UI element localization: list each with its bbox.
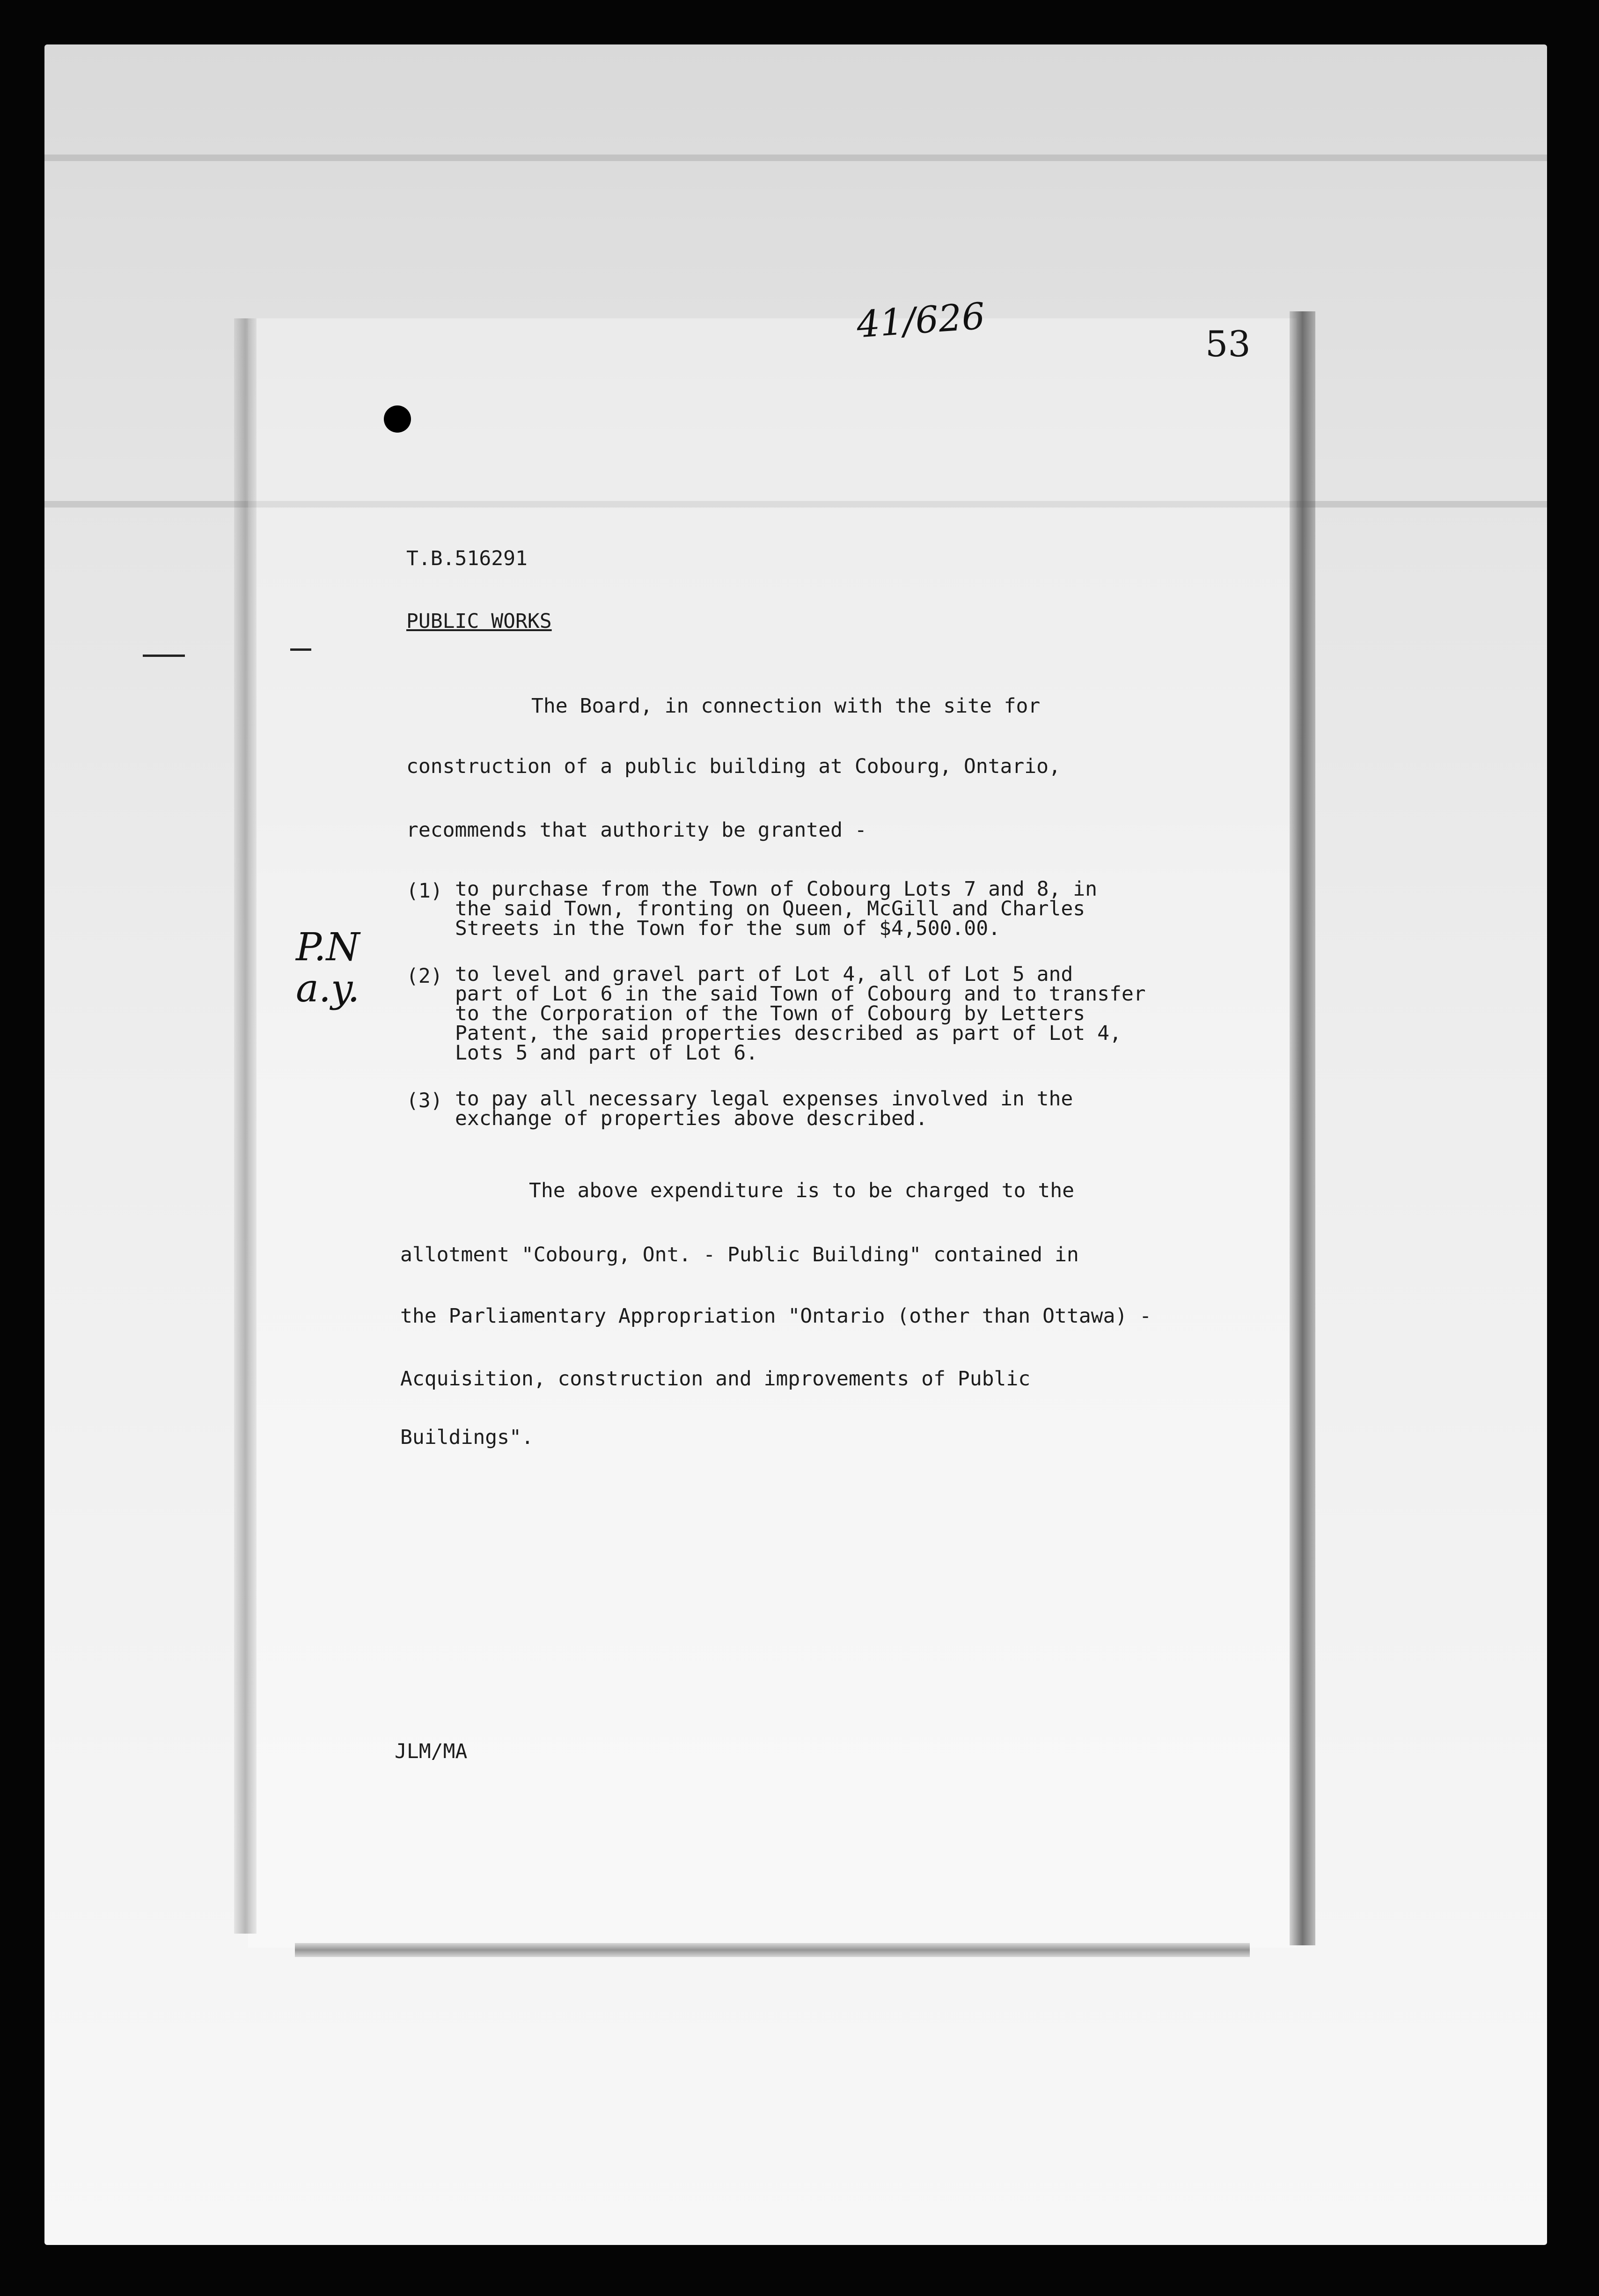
margin-mark [290,648,311,651]
page-number: 53 [1205,323,1251,365]
intro-line: construction of a public building at Cobourg, Ontario, [406,755,1061,778]
item-line: part of Lot 6 in the said Town of Cobourg and to transfer [455,982,1146,1006]
item-line: exchange of properties above described. [455,1107,928,1130]
item-number: (3) [406,1089,443,1112]
item-line: to the Corporation of the Town of Cobourg by Letters [455,1002,1086,1025]
closing-line: Buildings". [400,1426,534,1449]
list-item [406,1089,1202,1136]
page-edge-shadow-left [234,318,257,1934]
initials-line: P.N [296,925,360,970]
scan-band [44,155,1547,161]
section-heading: PUBLIC WORKS [406,610,552,633]
page-edge-shadow-right [1290,311,1315,1945]
handwritten-initials [296,925,360,1011]
item-number: (1) [406,879,443,903]
initials-line: a.y. [296,966,360,1011]
list-item [406,879,1202,945]
closing-line: allotment "Cobourg, Ont. - Public Building" contained in [400,1243,1079,1266]
handwritten-document-number: 41/626 [855,295,987,346]
typist-initials: JLM/MA [395,1740,468,1763]
punch-hole-mark [384,405,411,433]
intro-line: The Board, in connection with the site for [531,694,1041,718]
item-line: the said Town, fronting on Queen, McGill and Charles [455,897,1086,920]
page-edge-shadow-bottom [295,1943,1250,1957]
treasury-board-reference: T.B.516291 [406,547,528,570]
item-line: to level and gravel part of Lot 4, all of Lot 5 and [455,963,1073,986]
closing-line: Acquisition, construction and improvements of Public [400,1367,1031,1391]
list-item [406,964,1230,1067]
intro-line: recommends that authority be granted - [406,818,867,842]
item-line: to pay all necessary legal expenses involved in the [455,1087,1073,1111]
item-number: (2) [406,964,443,988]
closing-line: the Parliamentary Appropriation "Ontario (other than Ottawa) - [400,1304,1152,1328]
closing-line: The above expenditure is to be charged to the [529,1179,1074,1202]
item-line: Lots 5 and part of Lot 6. [455,1041,758,1065]
item-line: Streets in the Town for the sum of $4,500.00. [455,917,1000,940]
item-line: to purchase from the Town of Cobourg Lots 7 and 8, in [455,877,1098,901]
margin-mark [143,655,185,657]
item-line: Patent, the said properties described as part of Lot 4, [455,1022,1122,1045]
